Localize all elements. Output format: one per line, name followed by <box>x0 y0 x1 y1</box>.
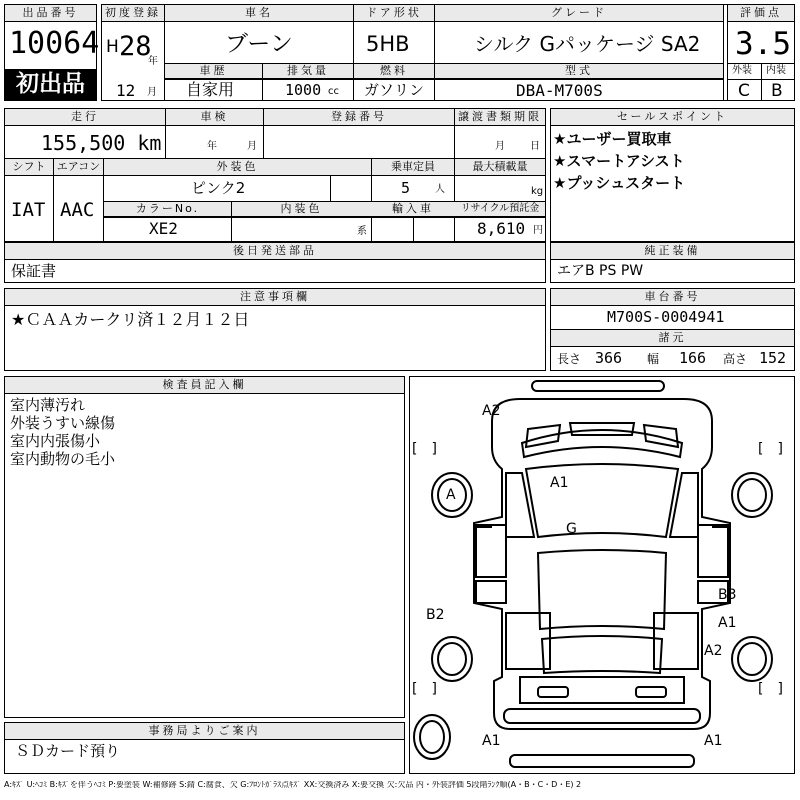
transfer-header: 譲渡書類期限 <box>455 109 545 126</box>
displacement-unit: cc <box>328 86 339 97</box>
first-listing-badge: 初出品 <box>5 69 96 100</box>
history-header: 車歴 <box>165 64 262 79</box>
damage-mark: A1 <box>704 733 723 749</box>
ext-header: 外装 <box>732 65 752 76</box>
length: 366 <box>595 349 623 367</box>
first-reg-month-unit: 月 <box>147 87 157 98</box>
specs-header: 諸元 <box>551 330 794 347</box>
height: 152 <box>759 349 787 367</box>
fuel: ガソリン <box>364 81 425 99</box>
interior-color-unit: 系 <box>357 226 367 237</box>
displacement: 1000 <box>285 81 322 99</box>
import-header: 輸入車 <box>372 202 454 217</box>
office-box <box>4 722 405 774</box>
grade: シルク Gパッケージ SA2 <box>474 32 701 56</box>
mileage-header: 走行 <box>5 109 165 126</box>
notes: ★ＣＡＡカークリ済１２月１２日 <box>11 310 250 329</box>
model-header: 型式 <box>435 64 723 79</box>
inspector-box <box>4 376 405 718</box>
first-reg-month: 12 <box>116 81 136 100</box>
office-note: ＳＤカード預り <box>15 742 121 760</box>
lot-header: 出品番号 <box>5 5 96 22</box>
damage-mark: A2 <box>482 403 501 419</box>
inspection-header: 車検 <box>166 109 263 126</box>
damage-diagram <box>409 376 795 774</box>
inspector-note: 外装うすい線傷 <box>10 414 116 432</box>
max-load-header: 最大積載量 <box>455 159 545 176</box>
chassis-box <box>550 288 795 371</box>
chassis-number: M700S-0004941 <box>607 308 725 326</box>
door-header: ドア形状 <box>354 5 434 22</box>
inspector-note: 室内薄汚れ <box>10 396 86 414</box>
sales-point: ★スマートアシスト <box>553 152 685 170</box>
max-load-unit: kg <box>531 186 544 197</box>
sales-points-box <box>550 108 795 242</box>
later-parts-header: 後日発送部品 <box>5 243 545 260</box>
later-parts: 保証書 <box>11 262 57 280</box>
score-header: 評価点 <box>728 5 794 22</box>
notes-box <box>4 288 546 371</box>
lot-box <box>4 4 100 101</box>
lot-number: 10064 <box>9 26 100 61</box>
inspector-note: 室内動物の毛小 <box>10 450 116 468</box>
int-score: B <box>771 81 783 101</box>
top-grid <box>101 4 795 101</box>
transfer-day-unit: 日 <box>530 141 540 152</box>
ext-score: C <box>738 81 750 101</box>
notes-header: 注意事項欄 <box>5 289 545 306</box>
capacity-unit: 人 <box>435 184 445 195</box>
exterior-color-header: 外装色 <box>104 159 371 176</box>
length-label: 長さ <box>557 352 582 366</box>
car-name-header: 車名 <box>165 5 353 22</box>
equipment-box <box>550 242 795 283</box>
equipment-header: 純正装備 <box>551 243 794 260</box>
damage-mark: B3 <box>718 587 737 603</box>
chassis-header: 車台番号 <box>551 289 794 306</box>
displacement-header: 排気量 <box>263 64 353 79</box>
inspector-header: 検査員記入欄 <box>5 377 404 394</box>
later-parts-box <box>4 242 546 283</box>
car-name: ブーン <box>225 31 293 57</box>
recycle-unit: 円 <box>533 225 543 236</box>
history: 自家用 <box>186 80 235 99</box>
sales-point: ★プッシュスタート <box>553 174 686 192</box>
recycle: 8,610 <box>477 219 526 238</box>
sales-points-header: セールスポイント <box>551 109 794 126</box>
damage-mark: B2 <box>426 607 445 623</box>
fuel-header: 燃料 <box>354 64 434 79</box>
inspection-year-unit: 年 <box>207 141 217 152</box>
legend: A:ｷｽﾞ U:ﾍｺﾐ B:ｷｽﾞを伴うﾍｺﾐ P:要塗装 W:補修跡 S:錆 C:腐食、欠 G:ﾌﾛﾝﾄｶﾞﾗｽ点ｷｽﾞ XX:交換済み X:要交換 欠:欠品 内・外装評価 5段階ﾗﾝｸ順(A・B・C・D・E) 2 <box>4 781 582 789</box>
model: DBA-M700S <box>516 81 603 100</box>
damage-mark: G <box>566 521 577 537</box>
damage-mark: A1 <box>718 615 737 631</box>
reg-no-header: 登録番号 <box>264 109 454 126</box>
recycle-header: リサイクル預託金 <box>455 202 545 217</box>
aircon: AAC <box>60 199 95 221</box>
color-no-header: カラーNo. <box>104 202 231 217</box>
aircon-header: エアコン <box>54 159 103 176</box>
first-reg-era: H <box>106 37 119 57</box>
first-reg-year-unit: 年 <box>148 56 158 67</box>
inspector-note: 室内内張傷小 <box>10 432 101 450</box>
first-reg-header: 初度登録 <box>102 5 164 22</box>
int-header: 内装 <box>766 65 786 76</box>
bracket-right-top: [ ] <box>758 441 783 457</box>
shift: IAT <box>11 199 46 221</box>
capacity: 5 <box>401 179 411 197</box>
damage-mark: A <box>446 487 456 503</box>
damage-mark: A2 <box>704 643 723 659</box>
inspection-month-unit: 月 <box>247 141 257 152</box>
car-diagram-svg <box>410 377 794 773</box>
width: 166 <box>679 349 707 367</box>
mileage: 155,500 km <box>41 131 162 155</box>
color-no: XE2 <box>149 219 178 238</box>
equipment: エアB PS PW <box>557 263 644 279</box>
vehicle-info-grid <box>4 108 546 242</box>
office-header: 事務局よりご案内 <box>5 723 404 740</box>
door-type: 5HB <box>366 32 410 56</box>
interior-color-header: 内装色 <box>232 202 371 217</box>
sales-point: ★ユーザー買取車 <box>553 130 672 148</box>
capacity-header: 乗車定員 <box>372 159 454 176</box>
grade-header: グレード <box>435 5 723 22</box>
exterior-color: ピンク2 <box>191 179 246 197</box>
width-label: 幅 <box>647 352 660 366</box>
damage-mark: A1 <box>550 475 569 491</box>
damage-mark: A1 <box>482 733 501 749</box>
height-label: 高さ <box>723 352 748 366</box>
shift-header: シフト <box>5 159 53 176</box>
score: 3.5 <box>735 26 791 62</box>
first-reg-year: 28 <box>119 31 152 62</box>
bracket-right-bottom: [ ] <box>758 681 783 697</box>
bracket-left-bottom: [ ] <box>412 681 437 697</box>
bracket-left-top: [ ] <box>412 441 437 457</box>
transfer-month-unit: 月 <box>495 141 505 152</box>
